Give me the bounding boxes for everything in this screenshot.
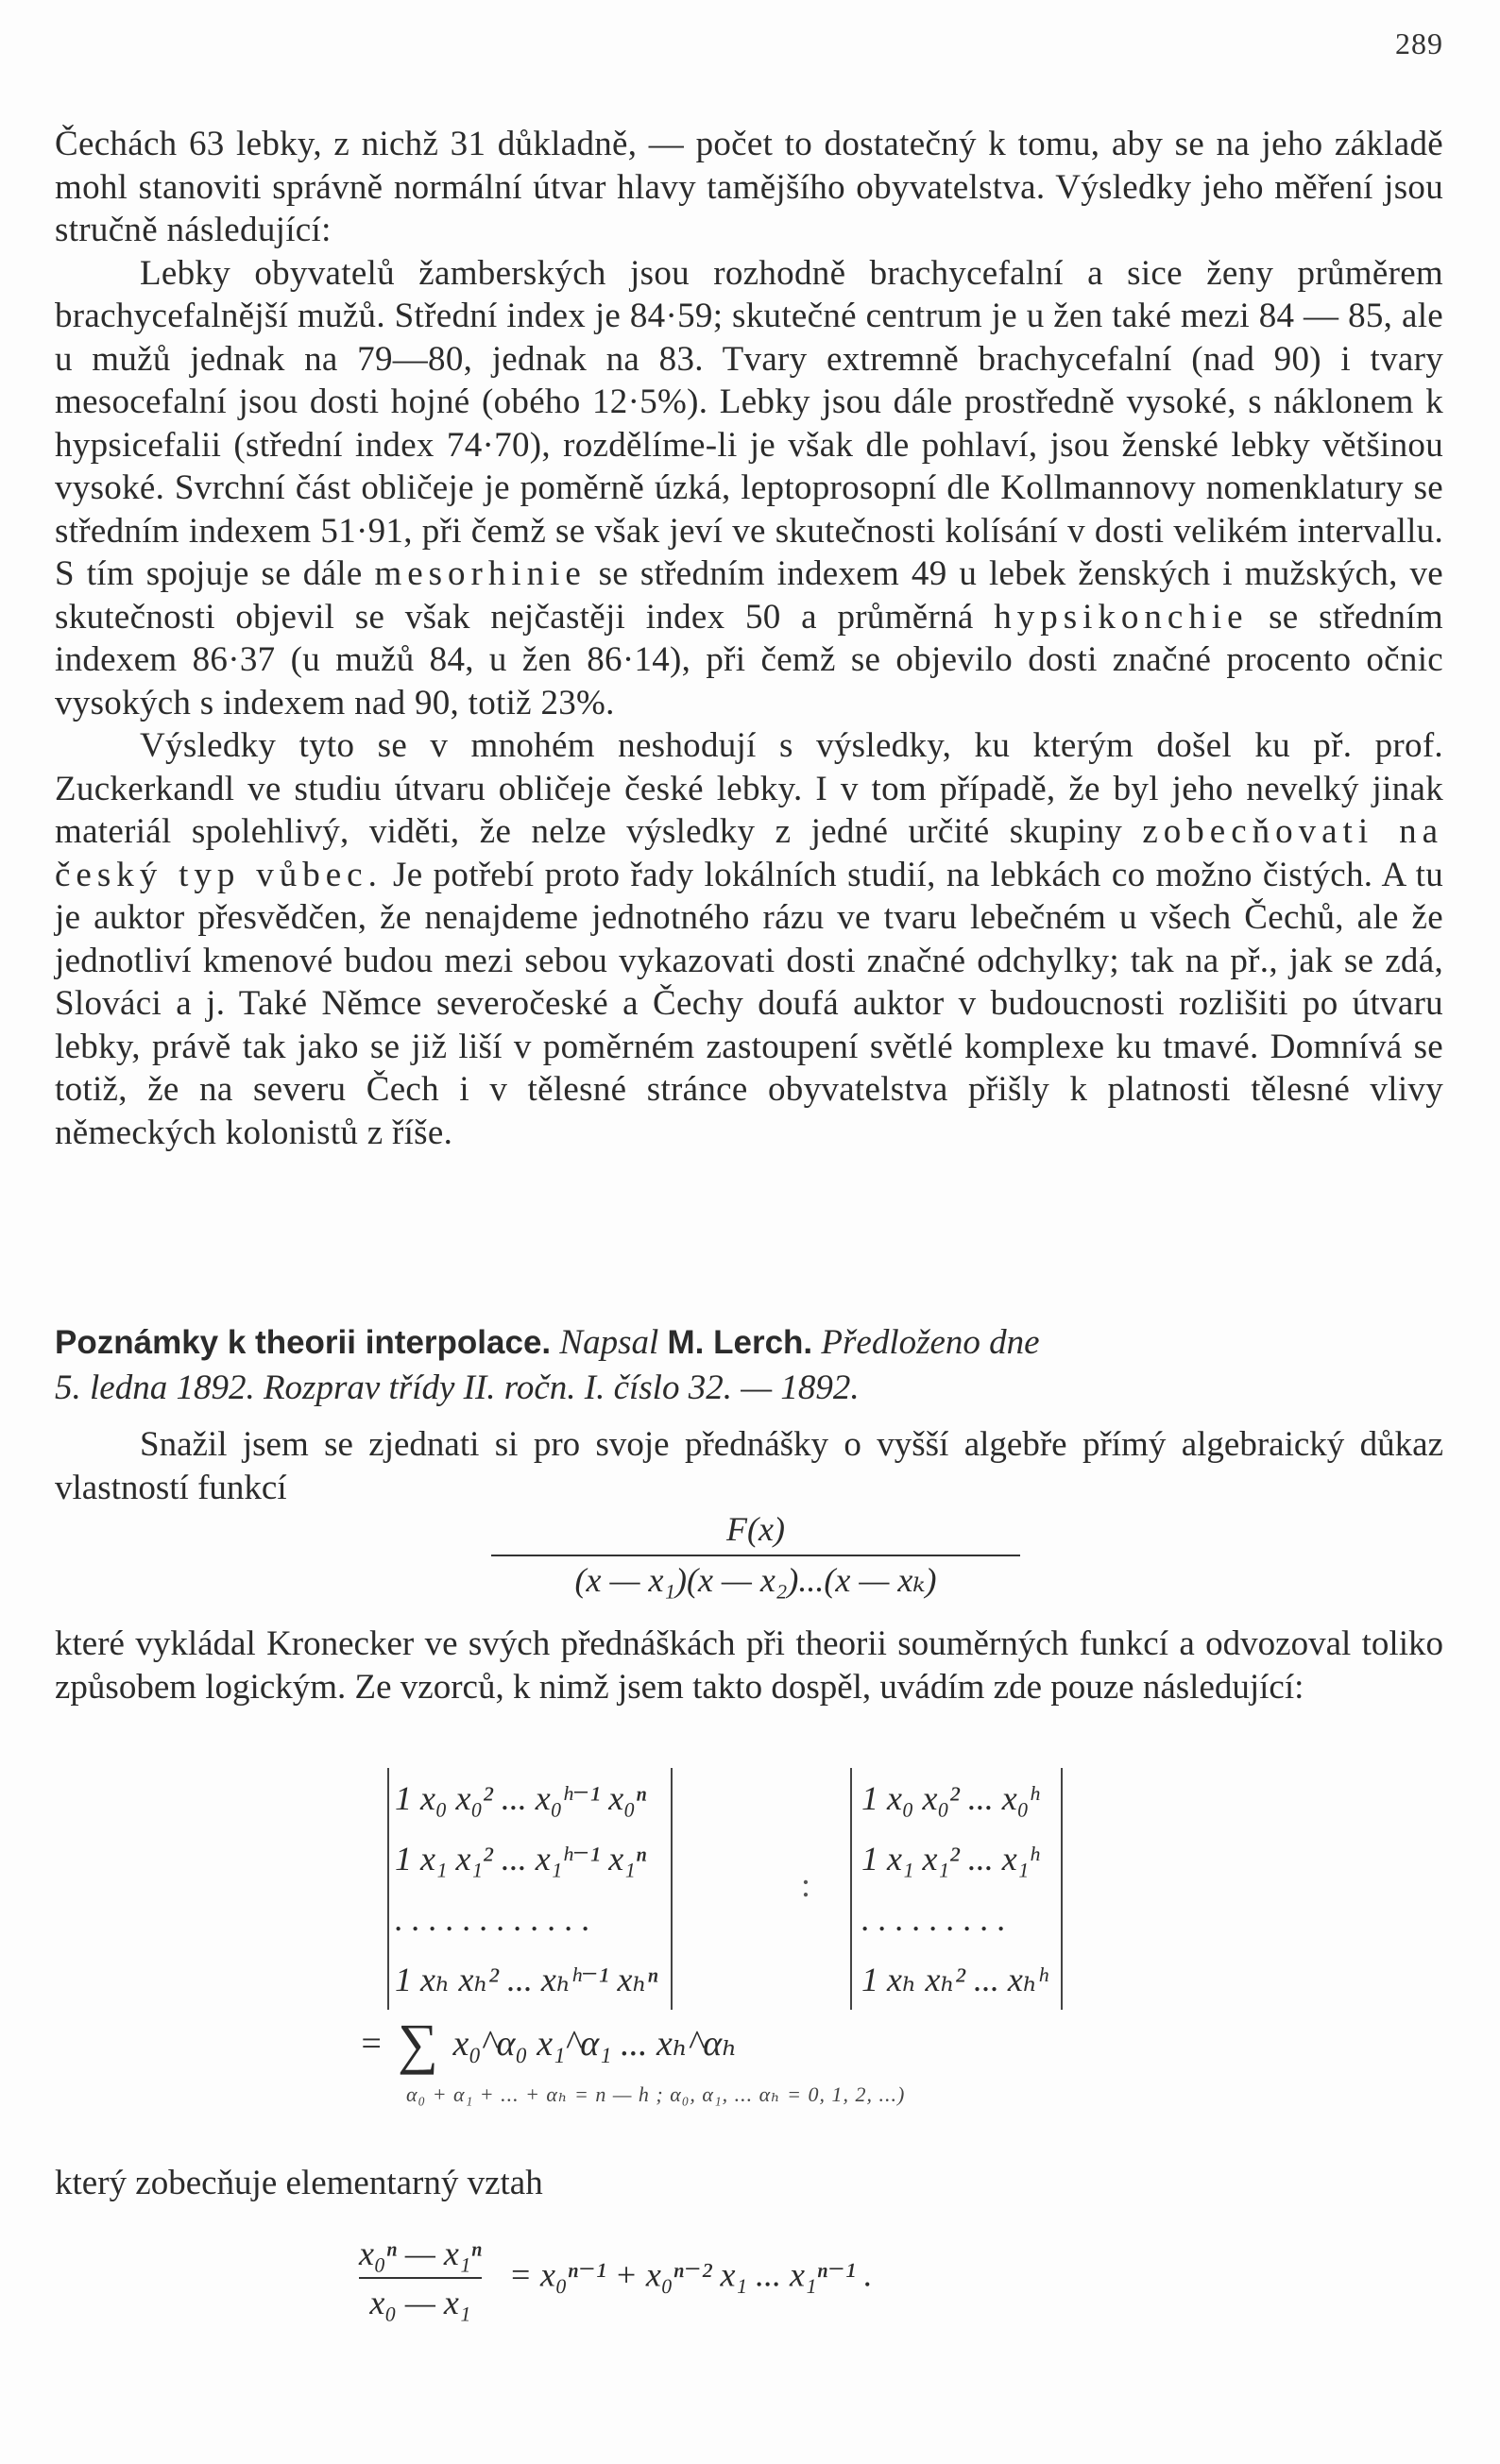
division-separator: : xyxy=(801,1866,811,1904)
paragraph-discussion xyxy=(55,724,1443,1154)
determinant-row: 1 xₕ xₕ² ... xₕʰ xyxy=(861,1961,1048,1998)
page-number: 289 xyxy=(1395,26,1443,60)
sigma-symbol: ∑ xyxy=(398,2013,438,2075)
determinant-left xyxy=(387,1768,673,2010)
paragraph-intro-2 xyxy=(55,1423,1443,1510)
byline-prefix: Napsal xyxy=(559,1323,659,1362)
text-run: se středním indexem 86·37 (u mužů 84, u žen 86·14), při čemž se objevilo dosti značné procento očnic vysokých s indexem nad 90, totiž 23%. xyxy=(55,597,1443,722)
fraction-bar xyxy=(359,2277,482,2279)
text-run: se středním indexem 49 u lebek ženských i mužských, ve skutečnosti objevil se však nejčastěji index 50 a průměrná xyxy=(55,554,1443,637)
determinant-row: 1 x₁ x₁² ... x₁ʰ⁻¹ x₁ⁿ xyxy=(395,1840,647,1878)
paragraph-results xyxy=(55,252,1443,725)
determinant-row: . . . . . . . . . xyxy=(861,1900,1006,1938)
emphasized-term: hypsikonchie xyxy=(994,597,1249,637)
elementary-relation xyxy=(359,2234,873,2322)
author-name: M. Lerch. xyxy=(667,1324,813,1361)
text-run: Snažil jsem se zjednati si pro svoje přednášky o vyšší algebře přímý algebraický důkaz vlastností funkcí xyxy=(55,1425,1443,1507)
relation-numerator: x₀ⁿ — x₁ⁿ xyxy=(359,2235,482,2272)
emphasized-term: mesorhinie xyxy=(374,554,587,593)
paragraph-intro: Čechách 63 lebky, z nichž 31 důkladně, — počet to dostatečný k tomu, aby se na jeho základě mohl stanoviti správně normální útvar hlavy tamějšího obyvatelstva. Výsledky jeho měření jsou stručně následující: xyxy=(55,125,1443,249)
article-title: Poznámky k theorii interpolace. xyxy=(55,1324,552,1361)
article-body xyxy=(55,123,1443,1154)
relation-fraction xyxy=(359,2234,482,2322)
equals-sign: = xyxy=(359,2024,384,2064)
relation-denominator: x₀ — x₁ xyxy=(369,2284,471,2321)
sum-body: x₀^α₀ x₁^α₁ ... xₕ^αₕ xyxy=(452,2024,738,2064)
submitted-label: Předloženo dne xyxy=(821,1323,1040,1362)
formula-denominator: (x — x₁)(x — x₂)...(x — xₖ) xyxy=(574,1561,937,1599)
article-heading xyxy=(55,1320,1443,1411)
text-run: Výsledky tyto se v mnohém neshodují s výsledky, ku kterým došel ku př. prof. Zuckerkandl ve studiu útvaru obličeje české lebky. I v tom případě, že byl jeho nevelký jinak materiál spolehlivý, viděti, že nelze výsledky z jedné určité skupiny xyxy=(55,726,1443,851)
determinant-row: 1 xₕ xₕ² ... xₕʰ⁻¹ xₕⁿ xyxy=(395,1961,658,1998)
determinant-right xyxy=(850,1768,1063,2010)
sum-subscript: α₀ + α₁ + ... + αₕ = n — h ; α₀, α₁, ... αₕ = 0, 1, 2, ...) xyxy=(406,2082,906,2106)
emphasized-term: zobecňovati na český typ vůbec. xyxy=(55,812,1444,894)
paragraph-kronecker xyxy=(55,1623,1443,1709)
sum-formula xyxy=(359,2012,738,2077)
formula-numerator: F(x) xyxy=(726,1510,785,1548)
text-run: které vykládal Kronecker ve svých přednáškách při theorii souměrných funkcí a odvozoval toliko způsobem logickým. Ze vzorců, k nimž jsem takto dospěl, uvádím zde pouze následující: xyxy=(55,1624,1443,1707)
fraction-bar xyxy=(491,1555,1020,1556)
determinant-row: . . . . . . . . . . . . xyxy=(395,1900,590,1938)
text-run: Je potřebí proto řady lokálních studií, na lebkách co možno čistých. A tu je auktor přesvědčen, že nenajdeme jednotného rázu ve tvaru lebečném u všech Čechů, ale že jednotliví kmenové budou mezi sebou vykazovati dosti značné odchylky; tak na př., jak se zdá, Slováci a j. Také Němce severočeské a Čechy doufá auktor v budoucnosti rozlišiti po útvaru lebky, právě tak jako se již liší v poměrném zastoupení světlé komplexe ku tmavé. Domnívá se totiž, že na severu Čech i v tělesné stránce obyvatelstva přišly k platnosti tělesné vlivy německých kolonistů z říše. xyxy=(55,855,1444,1152)
relation-rhs: = x₀ⁿ⁻¹ + x₀ⁿ⁻² x₁ ... x₁ⁿ⁻¹ . xyxy=(508,2255,873,2294)
formula-fraction xyxy=(491,1509,1020,1600)
paragraph-generalizes: který zobecňuje elementarný vztah xyxy=(55,2164,543,2202)
determinant-row: 1 x₀ x₀² ... x₀ʰ⁻¹ x₀ⁿ xyxy=(395,1779,647,1817)
article-meta: 5. ledna 1892. Rozprav třídy II. ročn. I. číslo 32. — 1892. xyxy=(55,1368,860,1407)
determinant-row: 1 x₀ x₀² ... x₀ʰ xyxy=(861,1779,1039,1817)
text-run: Lebky obyvatelů žamberských jsou rozhodně brachycefalní a sice ženy průměrem brachycefalnější mužů. Střední index je 84·59; skutečné centrum je u žen také mezi 84 — 85, ale u mužů jednak na 79—80, jednak na 83. Tvary extremně brachycefalní (nad 90) i tvary mesocefalní jsou dosti hojné (obého 12·5%). Lebky jsou dále prostředně vysoké, s náklonem k hypsicefalii (střední index 74·70), rozdělíme-li je však dle pohlaví, jsou ženské lebky většinou vysoké. Svrchní část obličeje je poměrně úzká, leptoprosopní dle Kollmannovy nomenklatury se středním indexem 51·91, při čemž se však jeví ve skutečnosti kolísání v dosti velikém intervallu. S tím spojuje se dále xyxy=(55,253,1443,593)
determinant-row: 1 x₁ x₁² ... x₁ʰ xyxy=(861,1840,1039,1878)
